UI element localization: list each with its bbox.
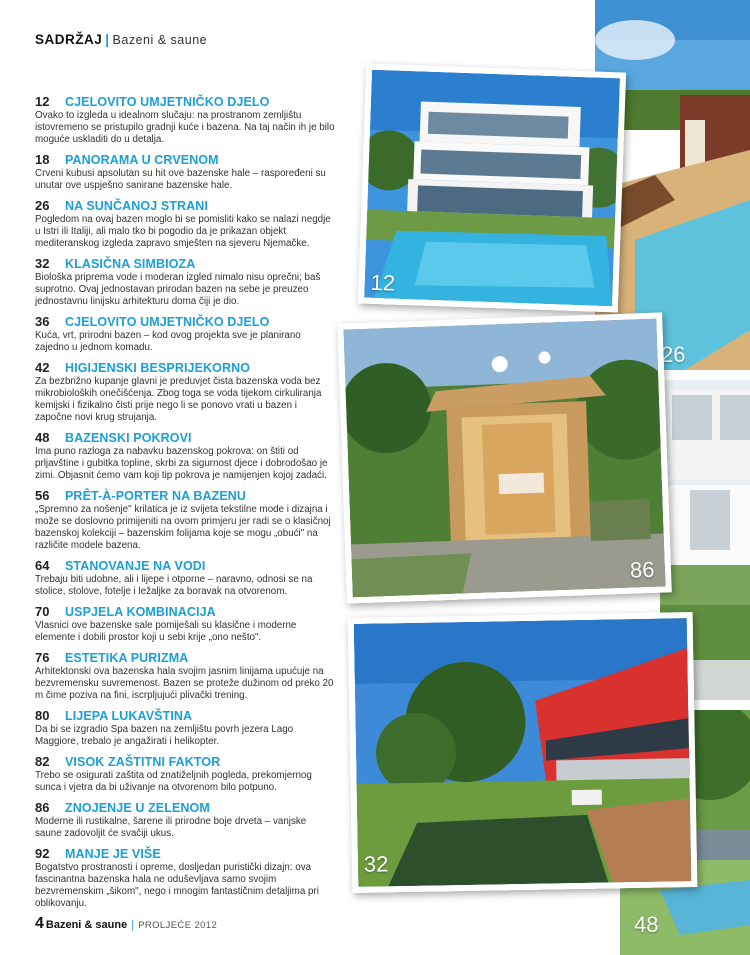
toc-entry-description: Ima puno razloga za nabavku bazenskog pokrova: on štiti od prljavštine i gubitka topline, skrbi za sigurnost djece i dobrodošao je zimi. Objasnit ćemo vam koji tip pokrova je namijenjen kojoj zadaći.	[35, 446, 328, 481]
toc-entry-title: STANOVANJE NA VODI	[65, 559, 206, 573]
toc-entry	[35, 800, 335, 840]
footer-magazine: Bazeni & saune	[45, 919, 128, 931]
toc-entry-page-number: 12	[35, 94, 50, 109]
toc-entry-page-number: 32	[35, 256, 50, 271]
photo-number-12: 12	[370, 269, 396, 296]
footer-separator: |	[131, 919, 135, 931]
toc-entry-description: Trebaju biti udobne, ali i lijepe i otporne – naravno, odnosi se na stolice, stolove, fotelje i ležaljke za boravak na otvorenom.	[35, 574, 313, 597]
toc-entry	[35, 314, 335, 354]
toc-entry-page-number: 82	[35, 754, 50, 769]
toc-entry-page-number: 92	[35, 846, 50, 861]
toc-entry-description: Kuća, vrt, prirodni bazen – kod ovog projekta sve je planirano zajedno u jednom komadu.	[35, 330, 301, 353]
toc-entry-page-number: 86	[35, 800, 50, 815]
footer-season: PROLJEĆE 2012	[138, 920, 218, 931]
toc-entry-title: USPJELA KOMBINACIJA	[65, 605, 216, 619]
photo-12	[358, 64, 626, 313]
toc-entry-heading	[35, 360, 335, 376]
toc-entry-title: LIJEPA LUKAVŠTINA	[65, 709, 193, 723]
toc-entry-heading	[35, 198, 335, 214]
toc-entry-heading	[35, 604, 335, 620]
toc-entry-description: Pogledom na ovaj bazen moglo bi se pomisliti kako se nalazi negdje u Istri ili Italiji, ali malo tko bi pogodio da je prikazan objekt mediteranskog izgleda zapravo smješten na sjeveru Njemačke.	[35, 214, 331, 249]
header-subtitle: Bazeni & saune	[112, 33, 208, 47]
toc-entry	[35, 488, 335, 552]
toc-entry	[35, 708, 335, 748]
toc-entry-heading	[35, 152, 335, 168]
toc-entry-heading	[35, 314, 335, 330]
toc-entry	[35, 256, 335, 308]
toc-entry-description: Ovako to izgleda u idealnom slučaju: na prostranom zemljištu istovremeno se pristupilo gradnji kuće i bazena. Na taj način ih je bilo moguće uskladiti do u detalja.	[35, 110, 335, 145]
photo-number-32: 32	[363, 851, 389, 877]
toc-entry-heading	[35, 430, 335, 446]
toc-entry-page-number: 76	[35, 650, 50, 665]
toc-entry	[35, 94, 335, 146]
photo-number-26: 26	[661, 342, 686, 367]
toc-entry-title: KLASIČNA SIMBIOZA	[65, 257, 196, 271]
toc-entry-title: ZNOJENJE U ZELENOM	[65, 801, 210, 815]
red-building-pool-image	[354, 618, 692, 887]
toc-entry-heading	[35, 754, 335, 770]
toc-entry	[35, 754, 335, 794]
toc-entry-description: Arhitektonski ova bazenska hala svojim jasnim linijama upućuje na bezvremensku suvremenost. Bazen se proteže dužinom od preko 20 m čime poziva na fini, iscrpljujući plivački trening.	[35, 666, 334, 701]
page-header	[35, 32, 207, 47]
toc-entry-heading	[35, 558, 335, 574]
toc-entry-title: HIGIJENSKI BESPRIJEKORNO	[65, 361, 251, 375]
toc-entry-title: PRÊT-À-PORTER NA BAZENU	[65, 489, 247, 503]
toc-entry-page-number: 80	[35, 708, 50, 723]
toc-entry-title: PANORAMA U CRVENOM	[65, 153, 219, 167]
outdoor-sauna-image	[343, 319, 665, 598]
photo-number-48: 48	[634, 912, 659, 937]
footer-page-number: 4	[35, 915, 44, 932]
toc-entry-heading	[35, 650, 335, 666]
toc-entry-page-number: 18	[35, 152, 50, 167]
toc-entry-title: ESTETIKA PURIZMA	[65, 651, 189, 665]
toc-entry-description: Bogatstvo prostranosti i opreme, dosljedan puristički dizajn: ova fascinantna bazenska hala ne oduševljava samo svojim bezvremenskim „šikom", nego i mnogim fantastičnim detaljima pri oblikovanju.	[35, 862, 319, 909]
toc-entry-title: VISOK ZAŠTITNI FAKTOR	[65, 755, 221, 769]
toc-entry-page-number: 48	[35, 430, 50, 445]
toc-entry-title: NA SUNČANOJ STRANI	[65, 199, 209, 213]
toc-entry-title: CJELOVITO UMJETNIČKO DJELO	[65, 315, 270, 329]
toc-entry-heading	[35, 708, 335, 724]
header-title: SADRŽAJ	[35, 32, 103, 47]
toc-entry	[35, 558, 335, 598]
toc-entry-description: Biološka priprema vode i moderan izgled nimalo nisu oprečni; baš suprotno. Ovaj jednostavan prirodan bazen na sebe je preuzeo jednostavnu linijsku arhitekturu doma čiji je dio.	[35, 272, 321, 307]
toc-entry-title: CJELOVITO UMJETNIČKO DJELO	[65, 95, 270, 109]
toc-entry-description: Crveni kubusi apsolutan su hit ove bazenske hale – raspoređeni su unutar ove uspješno sanirane bazenske hale.	[35, 168, 326, 191]
toc-entry	[35, 650, 335, 702]
photo-32	[348, 612, 698, 893]
toc-entry-heading	[35, 488, 335, 504]
toc-entry-title: MANJE JE VIŠE	[65, 847, 161, 861]
toc-entry-page-number: 64	[35, 558, 50, 573]
page-footer	[35, 915, 217, 933]
toc-entry-page-number: 26	[35, 198, 50, 213]
modern-house-image	[364, 70, 620, 307]
toc-entry-description: Vlasnici ove bazenske sale pomiješali su klasične i moderne elemente i dobili prostor koji u sebi krije „ono nešto".	[35, 620, 297, 643]
toc-entry-heading	[35, 256, 335, 272]
toc-entry	[35, 152, 335, 192]
toc-entry-page-number: 70	[35, 604, 50, 619]
toc-entry	[35, 430, 335, 482]
toc-entry	[35, 198, 335, 250]
photo-number-86: 86	[629, 556, 655, 583]
toc-entry-description: Za bezbrižno kupanje glavni je preduvjet čista bazenska voda bez mikrobioloških onečišćenja. Zbog toga se voda tijekom cirkuliranja kemijski i fizikalno čisti prije nego li se ponovo vrati u bazen i započne novi krug strujanja.	[35, 376, 322, 423]
toc-entry-description: Da bi se izgradio Spa bazen na zemljištu povrh jezera Lago Maggiore, trebalo je angažirati i helikopter.	[35, 724, 294, 747]
toc-entry-heading	[35, 846, 335, 862]
toc-entry	[35, 604, 335, 644]
toc-entry-page-number: 36	[35, 314, 50, 329]
table-of-contents	[35, 94, 335, 916]
photo-86	[337, 312, 672, 603]
toc-entry-description: „Spremno za nošenje" krilatica je iz svijeta tekstilne mode i dizajna i može se doslovno primijeniti na ovom primjeru jer radi se o klasičnoj bazenskoj kolekciji – bazenskim folijama koje se mogu „obući" na različite modele bazena.	[35, 504, 331, 551]
toc-entry-description: Trebo se osigurati zaštita od znatiželjnih pogleda, prekomjernog sunca i vjetra da bi uživanje na otvorenom bilo potpuno.	[35, 770, 312, 793]
toc-entry	[35, 360, 335, 424]
toc-entry-description: Moderne ili rustikalne, šarene ili prirodne boje drveta – vanjske saune zadovoljit će svačiji ukus.	[35, 816, 307, 839]
toc-entry-page-number: 42	[35, 360, 50, 375]
toc-entry-page-number: 56	[35, 488, 50, 503]
header-separator: |	[105, 32, 110, 47]
toc-entry	[35, 846, 335, 910]
toc-entry-heading	[35, 94, 335, 110]
toc-entry-heading	[35, 800, 335, 816]
toc-entry-title: BAZENSKI POKROVI	[65, 431, 192, 445]
